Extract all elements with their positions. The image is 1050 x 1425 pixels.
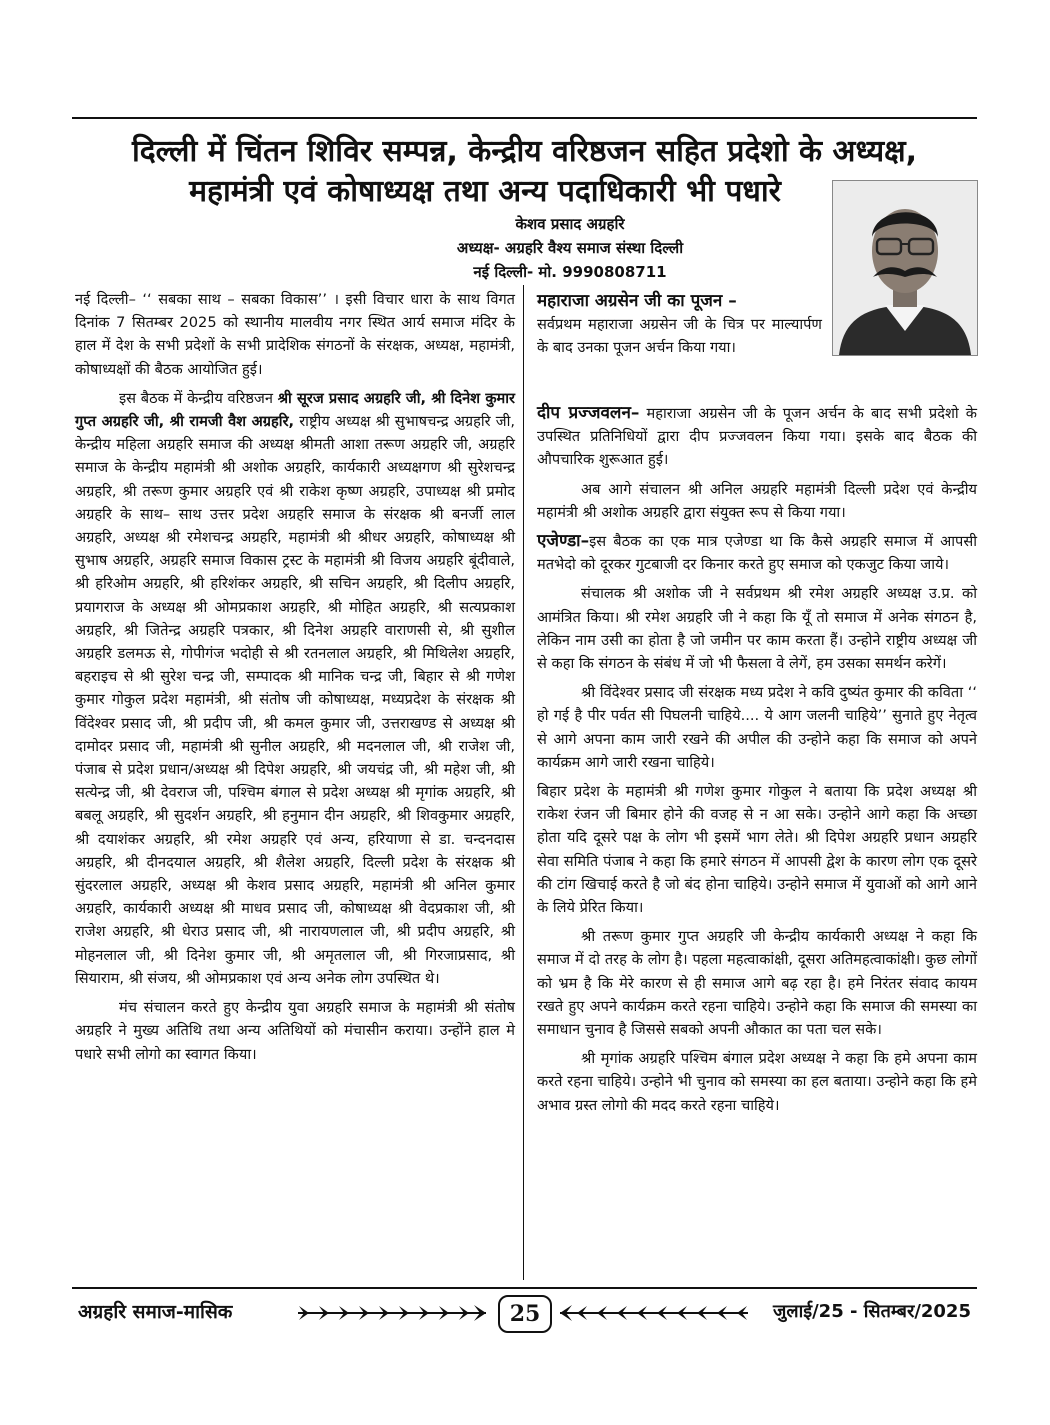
- left-column: [75, 288, 515, 1072]
- stage-paragraph: मंच संचालन करते हुए केन्द्रीय युवा अग्रहरि समाज के महामंत्री श्री संतोष अग्रहरि ने मुख्य अतिथि तथा अन्य अतिथियों को मंचासीन कराया। उन्होंने हाल मे पधारे सभी लोगो का स्वागत किया।: [75, 999, 515, 1063]
- intro-paragraph: नई दिल्ली– ‘‘ सबका साथ – सबका विकास’’ । इसी विचार धारा के साथ विगत दिनांक 7 सितम्बर 2025 को स्थानीय मालवीय नगर स्थित आर्य समाज मंदिर के हाल में देश के सभी प्रदेशों के सभी प्रादेशिक संगठनों के संरक्षक, अध्यक्ष, महामंत्री, कोषाध्यक्षों की बैठक आयोजित हुई।: [75, 291, 515, 378]
- tarun-paragraph: श्री तरूण कुमार गुप्त अग्रहरि जी केन्द्रीय कार्यकारी अध्यक्ष ने कहा कि समाज में दो तरह के लोग है। पहला महत्वाकांक्षी, दूसरा अतिमहत्वाकांक्षी। कुछ लोगों को भ्रम है कि मेरे कारण से ही समाज आगे बढ़ रहा है। हमे निरंतर संवाद कायम रखते हुए अपने कार्यक्रम करते रहना चाहिये। उन्होने कहा कि समाज की समस्या का समाधान चुनाव है जिससे सबको अपनी औकात का पता चल सके।: [537, 928, 977, 1039]
- ramesh-paragraph: संचालक श्री अशोक जी ने सर्वप्रथम श्री रमेश अग्रहरि अध्यक्ष उ.प्र. को आमंत्रित किया। श्री रमेश अग्रहरि जी ने कहा कि यूँ तो समाज में अनेक संगठन है, लेकिन नाम उसी का होता है जो जमीन पर काम करता हैं। उन्होने राष्ट्रीय अध्यक्ष जी से कहा कि संगठन के संबंध में जो भी फैसला वे लेगें, हम उसका समर्थन करेगें।: [537, 585, 977, 673]
- page-footer: [72, 1293, 977, 1333]
- pujan-heading: महाराजा अग्रसेन जी का पूजन –: [537, 291, 737, 311]
- author-name: केशव प्रसाद अग्रहरि: [515, 215, 625, 233]
- attendees-list-text: राष्ट्रीय अध्यक्ष श्री सुभाषचन्द्र अग्रहरि जी, केन्द्रीय महिला अग्रहरि समाज की अध्यक्ष श्रीमती आशा तरूण अग्रहरि जी, अग्रहरि समाज के केन्द्रीय महामंत्री श्री अशोक अग्रहरि, कार्यकारी अध्यक्षगण श्री सुरेशचन्द्र अग्रहरि, श्री तरूण कुमार अग्रहरि एवं श्री राकेश कृष्ण अग्रहरि, उपाध्यक्ष श्री प्रमोद अग्रहरि के साथ– साथ उत्तर प्रदेश अग्रहरि समाज के संरक्षक श्री बनर्जी लाल अग्रहरि, अध्यक्ष श्री रमेशचन्द्र अग्रहरि, महामंत्री श्री श्रीधर अग्रहरि, कोषाध्यक्ष श्री सुभाष अग्रहरि, अग्रहरि समाज विकास ट्रस्ट के महामंत्री श्री विजय अग्रहरि बूंदीवाले, श्री हरिओम अग्रहरि, श्री हरिशंकर अग्रहरि, श्री सचिन अग्रहरि, श्री दिलीप अग्रहरि, प्रयागराज के अध्यक्ष श्री ओमप्रकाश अग्रहरि, श्री मोहित अग्रहरि, श्री सत्यप्रकाश अग्रहरि, श्री जितेन्द्र अग्रहरि पत्रकार, श्री दिनेश अग्रहरि वाराणसी से, श्री सुशील अग्रहरि डलमऊ से, गोपीगंज भदोही से श्री रतनलाल अग्रहरि, श्री मिथिलेश अग्रहरि, बहराइच से श्री सुरेश चन्द्र जी, सम्पादक श्री मानिक चन्द्र जी, बिहार से श्री गणेश कुमार गोकुल प्रदेश महामंत्री, श्री संतोष जी कोषाध्यक्ष, मध्यप्रदेश के संरक्षक श्री विंदेश्वर प्रसाद जी, श्री प्रदीप जी, श्री कमल कुमार जी, उत्तराखण्ड से अध्यक्ष श्री दामोदर प्रसाद जी, महामंत्री श्री सुनील अग्रहरि, श्री मदनलाल जी, श्री राजेश जी, पंजाब से प्रदेश प्रधान/अध्यक्ष श्री दिपेश अग्रहरि, श्री जयचंद्र जी, श्री महेश जी, श्री सत्येन्द्र जी, श्री देवराज जी, पश्चिम बंगाल से प्रदेश अध्यक्ष श्री मृगांक अग्रहरि, श्री बबलू अग्रहरि, श्री सुदर्शन अग्रहरि, श्री हनुमान दीन अग्रहरि, श्री शिवकुमार अग्रहरि, श्री दयाशंकर अग्रहरि, श्री रमेश अग्रहरि एवं अन्य, हरियाणा से डा. चन्दनदास अग्रहरि, श्री दीनदयाल अग्रहरि, श्री शैलेश अग्रहरि, दिल्ली प्रदेश के संरक्षक श्री सुंदरलाल अग्रहरि, अध्यक्ष श्री केशव प्रसाद अग्रहरि, महामंत्री श्री अनिल कुमार अग्रहरि, कार्यकारी अध्यक्ष श्री माधव प्रसाद जी, कोषाध्यक्ष श्री वेदप्रकाश जी, श्री राजेश अग्रहरि, श्री धेराउ प्रसाद जी, श्री नारायणलाल जी, श्री प्रदीप अग्रहरि, श्री मोहनलाल जी, श्री दिनेश कुमार जी, श्री अमृतलाल जी, श्री गिरजाप्रसाद, श्री सियाराम, श्री संजय, श्री ओमप्रकाश एवं अन्य अनेक लोग उपस्थित थे।: [75, 413, 515, 987]
- agenda-text: इस बैठक का एक मात्र एजेण्डा था कि कैसे अग्रहरि समाज में आपसी मतभेदो को दूरकर गुटबाजी दर किनार करते हुए समाज को एकजुट किया जाये।: [537, 533, 977, 574]
- bottom-rule: [72, 1287, 977, 1289]
- right-ornament-icon: [556, 1301, 752, 1325]
- deep-paragraph: [537, 402, 977, 472]
- right-column: [537, 402, 977, 1123]
- issue-date: जुलाई/25 - सितम्बर/2025: [773, 1301, 971, 1322]
- author-designation: अध्यक्ष- अग्रहरि वैश्य समाज संस्था दिल्ली: [456, 239, 684, 257]
- author-contact: नई दिल्ली- मो. 9990808711: [473, 263, 667, 281]
- attendees-paragraph: [75, 387, 515, 990]
- mrigank-paragraph: श्री मृगांक अग्रहरि पश्चिम बंगाल प्रदेश अध्यक्ष ने कहा कि हमे अपना काम करते रहना चाहिये। उन्होने भी चुनाव को समस्या का हल बताया। उन्होने कहा कि हमे अभाव ग्रस्त लोगो की मदद करते रहना चाहिये।: [537, 1050, 977, 1114]
- column-divider: [523, 285, 524, 1280]
- left-ornament-icon: [294, 1301, 490, 1325]
- ganesh-paragraph: बिहार प्रदेश के महामंत्री श्री गणेश कुमार गोकुल ने बताया कि प्रदेश अध्यक्ष श्री राकेश रंजन जी बिमार होने की वजह से न आ सके। उन्होने आगे कहा कि अच्छा होता यदि दूसरे पक्ष के लोग भी इसमें भाग लेते। श्री दिपेश अग्रहरि प्रधान अग्रहरि सेवा समिति पंजाब ने कहा कि हमारे संगठन में आपसी द्वेश के कारण लोग एक दूसरे की टांग खिचाई करते है जो बंद होना चाहिये। उन्होने समाज में युवाओं को आगे आने के लिये प्रेरित किया।: [537, 783, 977, 917]
- publication-name: अग्रहरि समाज-मासिक: [78, 1301, 233, 1323]
- author-portrait-image: [833, 181, 977, 355]
- agenda-paragraph: [537, 530, 977, 576]
- pujan-section: [537, 290, 822, 360]
- agenda-heading: एजेण्डा–: [537, 531, 590, 552]
- pujan-text: सर्वप्रथम महाराजा अग्रसेन जी के चित्र पर माल्यार्पण के बाद उनका पूजन अर्चन किया गया।: [537, 316, 822, 357]
- sanchalan-paragraph: अब आगे संचालन श्री अनिल अग्रहरि महामंत्री दिल्ली प्रदेश एवं केन्द्रीय महामंत्री श्री अशोक अग्रहरि द्वारा संयुक्त रूप से किया गया।: [537, 480, 977, 521]
- headline-line-1: दिल्ली में चिंतन शिविर सम्पन्न, केन्द्रीय वरिष्ठजन सहित प्रदेशो के अध्यक्ष,: [131, 134, 918, 169]
- attendees-bold-names: श्री सूरज प्रसाद अग्रहरि जी, श्री दिनेश कुमार गुप्त अग्रहरि जी, श्री रामजी वैश अग्रहरि,: [75, 389, 515, 431]
- top-rule: [72, 117, 977, 119]
- headline-line-2: महामंत्री एवं कोषाध्यक्ष तथा अन्य पदाधिकारी भी पधारे: [189, 174, 781, 209]
- deep-heading: दीप प्रज्जवलन–: [537, 403, 640, 423]
- page-number: 25: [498, 1295, 552, 1333]
- vindeshwar-paragraph: श्री विंदेश्वर प्रसाद जी संरक्षक मध्य प्रदेश ने कवि दुष्यंत कुमार की कविता ‘‘ हो गई है पीर पर्वत सी पिघलनी चाहिये.... ये आग जलनी चाहिये’’ सुनाते हुए नेतृत्व से आगे अपना काम जारी रखने की अपील की उन्होने कहा कि समाज को अपने कार्यक्रम आगे जारी रखना चाहिये।: [537, 684, 977, 771]
- author-photo: [832, 180, 978, 356]
- deep-text: महाराजा अग्रसेन जी के पूजन अर्चन के बाद सभी प्रदेशो के उपस्थित प्रतिनिधियों द्वारा दीप प्रज्जवलन किया गया। इसके बाद बैठक की औपचारिक शुरूआत हुई।: [537, 405, 977, 469]
- attendees-intro-text: इस बैठक में केन्द्रीय वरिष्ठजन: [119, 389, 278, 407]
